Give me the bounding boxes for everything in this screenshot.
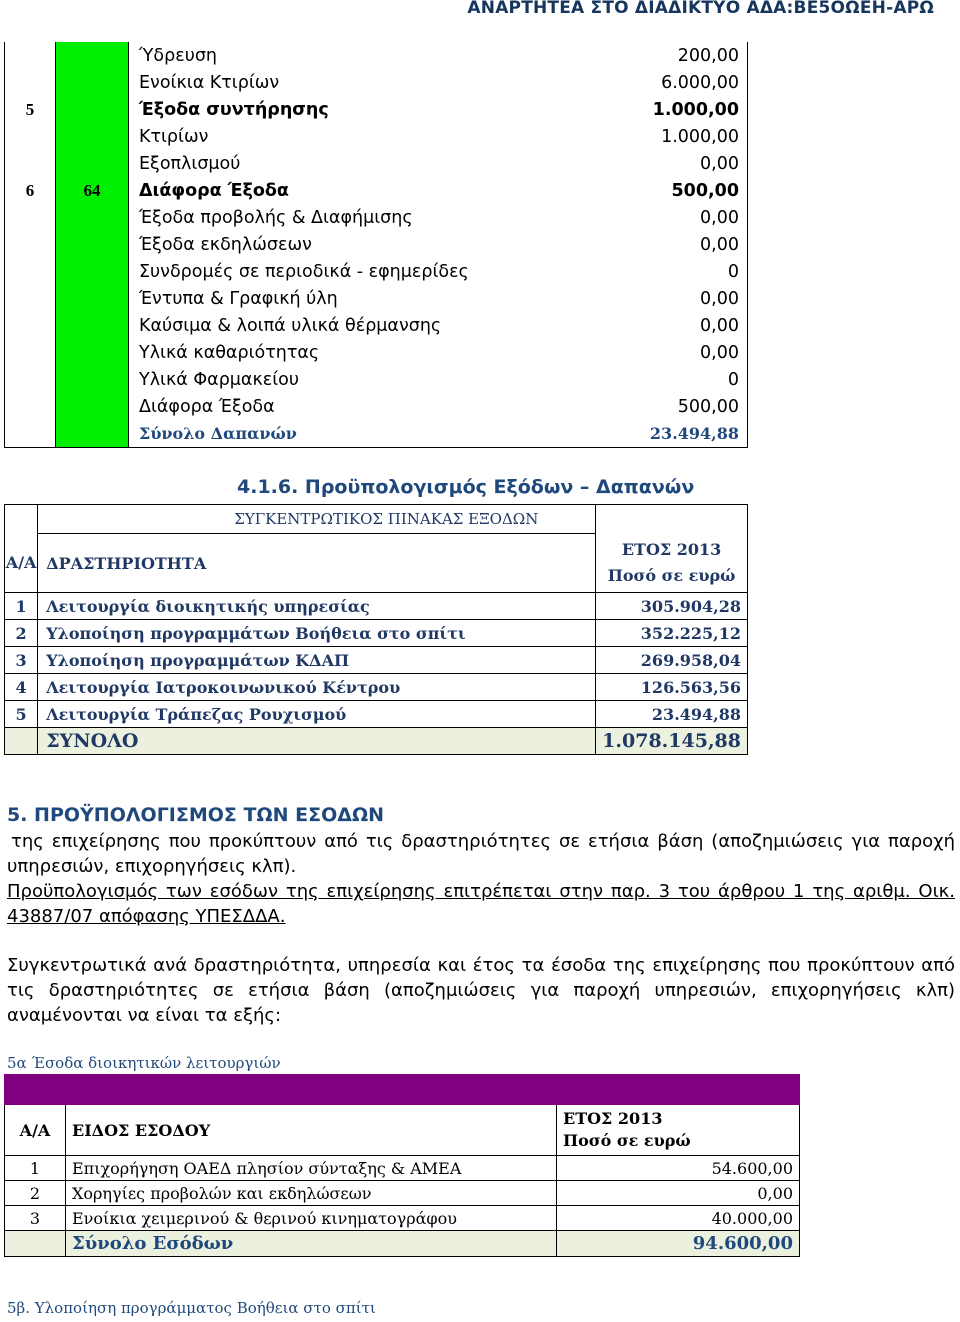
section-5-paragraph-3: Συγκεντρωτικά ανά δραστηριότητα, υπηρεσία και έτος τα έσοδα της επιχείρησης που προκύπτουν από τις δραστηριότητες σε ετήσια βάση (αποζημιώσεις για παροχή υπηρεσιών, επιχορηγήσεις κλπ) αναμένονται να είναι τα εξής: (7, 955, 955, 1026)
expense-value: 500,00 (579, 393, 748, 420)
summary-activity: Λειτουργία Τράπεζας Ρουχισμού (38, 701, 596, 728)
revenues-total-amount: 94.600,00 (557, 1231, 800, 1257)
expense-label: Έξοδα εκδηλώσεων (139, 234, 312, 255)
expense-label: Συνδρομές σε περιοδικά - εφημερίδες (139, 261, 469, 282)
expense-label: Κτιρίων (139, 126, 209, 147)
expense-code-1 (5, 123, 56, 150)
expense-value: 0,00 (579, 204, 748, 231)
expense-value: 0,00 (579, 150, 748, 177)
expense-row (5, 339, 748, 366)
summary-total-row (5, 728, 748, 755)
expense-label: Ενοίκια Κτιρίων (139, 72, 280, 93)
expense-value: 0 (579, 366, 748, 393)
summary-amount: 23.494,88 (596, 701, 748, 728)
summary-row (5, 620, 748, 647)
expense-label: Εξοπλισμού (139, 153, 241, 174)
expense-row (5, 312, 748, 339)
summary-caption: ΣΥΓΚΕΝΤΡΩΤΙΚΟΣ ΠΙΝΑΚΑΣ ΕΞΟΔΩΝ (38, 505, 596, 534)
summary-activity: Υλοποίηση προγραμμάτων ΚΔΑΠ (38, 647, 596, 674)
expense-label: Έξοδα προβολής & Διαφήμισης (139, 207, 413, 228)
expense-code-2 (56, 150, 129, 177)
expense-row (5, 393, 748, 420)
summary-activity: Λειτουργία διοικητικής υπηρεσίας (38, 593, 596, 620)
expense-value: 1.000,00 (579, 96, 748, 123)
expense-label: Έξοδα συντήρησης (139, 99, 329, 120)
expense-value: 0 (579, 258, 748, 285)
expense-code-1 (5, 231, 56, 258)
revenue-aa: 2 (5, 1181, 66, 1206)
expense-code-2 (56, 96, 129, 123)
expense-code-2: 64 (56, 177, 129, 204)
rev-col-header-aa: Α/Α (5, 1105, 66, 1156)
summary-aa: 5 (5, 701, 38, 728)
expense-label: Καύσιμα & λοιπά υλικά θέρμανσης (139, 315, 442, 336)
expense-code-2 (56, 285, 129, 312)
expense-value: 1.000,00 (579, 123, 748, 150)
expense-code-2 (56, 312, 129, 339)
revenue-type: Επιχορήγηση ΟΑΕΔ πλησίον σύνταξης & ΑΜΕΑ (66, 1156, 557, 1181)
summary-aa: 3 (5, 647, 38, 674)
summary-aa: 1 (5, 593, 38, 620)
summary-total-label: ΣΥΝΟΛΟ (38, 728, 596, 755)
expense-value: 23.494,88 (579, 420, 748, 448)
expense-code-1 (5, 420, 56, 448)
expense-value: 200,00 (579, 42, 748, 69)
expense-code-1 (5, 258, 56, 285)
expense-code-2 (56, 258, 129, 285)
expense-code-1: 5 (5, 96, 56, 123)
revenue-row (5, 1206, 800, 1231)
revenue-amount: 0,00 (557, 1181, 800, 1206)
expense-code-2 (56, 42, 129, 69)
expense-row (5, 150, 748, 177)
expense-code-1 (5, 150, 56, 177)
expense-value: 500,00 (579, 177, 748, 204)
summary-row (5, 647, 748, 674)
section-5-paragraph-1: της επιχείρησης που προκύπτουν από τις δραστηριότητες σε ετήσια βάση (αποζημιώσεις για παροχή υπηρεσιών, επιχορηγήσεις κλπ). (7, 831, 955, 877)
summary-row (5, 701, 748, 728)
expense-value: 6.000,00 (579, 69, 748, 96)
section-title-4-1-6: 4.1.6. Προϋπολογισμός Εξόδων – Δαπανών (237, 476, 695, 498)
revenues-total-row (5, 1231, 800, 1257)
expense-row (5, 231, 748, 258)
col-header-aa: Α/Α (5, 534, 38, 593)
expense-value: 0,00 (579, 312, 748, 339)
revenue-type: Ενοίκια χειμερινού & θερινού κινηματογράφου (66, 1206, 557, 1231)
expense-code-2 (56, 69, 129, 96)
expense-code-1 (5, 204, 56, 231)
expense-label: Διάφορα Έξοδα (139, 396, 275, 417)
expenses-table (4, 42, 748, 448)
revenue-type: Χορηγίες προβολών και εκδηλώσεων (66, 1181, 557, 1206)
expense-row (5, 123, 748, 150)
expense-code-2 (56, 366, 129, 393)
summary-activity: Λειτουργία Ιατροκοινωνικού Κέντρου (38, 674, 596, 701)
revenue-aa: 3 (5, 1206, 66, 1231)
expense-label: Διάφορα Έξοδα (139, 180, 289, 201)
summary-activity: Υλοποίηση προγραμμάτων Βοήθεια στο σπίτι (38, 620, 596, 647)
summary-expenses-table (4, 504, 748, 755)
page-header: ΑΝΑΡΤΗΤΕΑ ΣΤΟ ΔΙΑΔΙΚΤΥΟ ΑΔΑ:ΒΕ5ΟΩΕΗ-ΑΡΩ (467, 0, 934, 18)
expense-code-1: 6 (5, 177, 56, 204)
summary-aa: 2 (5, 620, 38, 647)
revenue-row (5, 1181, 800, 1206)
section-5-paragraph-2: Προϋπολογισμός των εσόδων της επιχείρησης επιτρέπεται στην παρ. 3 του άρθρου 1 της αριθμ. Οικ. 43887/07 απόφασης ΥΠΕΣΔΔΑ. (7, 881, 955, 927)
revenues-total-label: Σύνολο Εσόδων (66, 1231, 557, 1257)
expense-code-1 (5, 339, 56, 366)
next-section-caption: 5β. Υλοποίηση προγράμματος Βοήθεια στο σπίτι (7, 1299, 376, 1317)
summary-row (5, 674, 748, 701)
expense-row (5, 177, 748, 204)
expense-label: Έντυπα & Γραφική ύλη (139, 288, 338, 309)
expense-value: 0,00 (579, 285, 748, 312)
expense-code-2 (56, 123, 129, 150)
expense-code-2 (56, 420, 129, 448)
revenue-amount: 54.600,00 (557, 1156, 800, 1181)
summary-aa: 4 (5, 674, 38, 701)
summary-amount: 305.904,28 (596, 593, 748, 620)
rev-col-header-year: ΕΤΟΣ 2013 Ποσό σε ευρώ (557, 1105, 800, 1156)
expense-code-1 (5, 42, 56, 69)
expense-label: Ύδρευση (139, 45, 218, 66)
revenue-amount: 40.000,00 (557, 1206, 800, 1231)
summary-amount: 126.563,56 (596, 674, 748, 701)
expense-code-1 (5, 312, 56, 339)
expense-label: Υλικά καθαριότητας (139, 342, 320, 363)
expense-label: Σύνολο Δαπανών (129, 420, 580, 448)
summary-amount: 352.225,12 (596, 620, 748, 647)
rev-col-header-type: ΕΙΔΟΣ ΕΣΟΔΟΥ (66, 1105, 557, 1156)
expense-value: 0,00 (579, 231, 748, 258)
expense-code-2 (56, 339, 129, 366)
expense-row (5, 69, 748, 96)
col-header-activity: ΔΡΑΣΤΗΡΙΟΤΗΤΑ (38, 534, 596, 593)
expense-code-1 (5, 366, 56, 393)
revenues-caption: 5α Έσοδα διοικητικών λειτουργιών (7, 1054, 281, 1072)
revenues-table (4, 1074, 800, 1257)
expense-row (5, 96, 748, 123)
expense-code-2 (56, 393, 129, 420)
expense-row (5, 42, 748, 69)
expense-row (5, 285, 748, 312)
expense-row (5, 420, 748, 448)
expense-code-2 (56, 204, 129, 231)
expense-row (5, 258, 748, 285)
col-header-year: ΕΤΟΣ 2013 Ποσό σε ευρώ (596, 534, 748, 593)
summary-amount: 269.958,04 (596, 647, 748, 674)
expense-row (5, 366, 748, 393)
expense-code-1 (5, 285, 56, 312)
section-title-5: 5. ΠΡΟΫΠΟΛΟΓΙΣΜΟΣ ΤΩΝ ΕΣΟΔΩΝ (7, 804, 385, 826)
revenue-row (5, 1156, 800, 1181)
expense-code-1 (5, 393, 56, 420)
expense-code-2 (56, 231, 129, 258)
expense-label: Υλικά Φαρμακείου (139, 369, 299, 390)
summary-total-amount: 1.078.145,88 (596, 728, 748, 755)
summary-row (5, 593, 748, 620)
expense-code-1 (5, 69, 56, 96)
revenue-aa: 1 (5, 1156, 66, 1181)
expense-value: 0,00 (579, 339, 748, 366)
revenues-header-band (5, 1075, 800, 1105)
expense-row (5, 204, 748, 231)
